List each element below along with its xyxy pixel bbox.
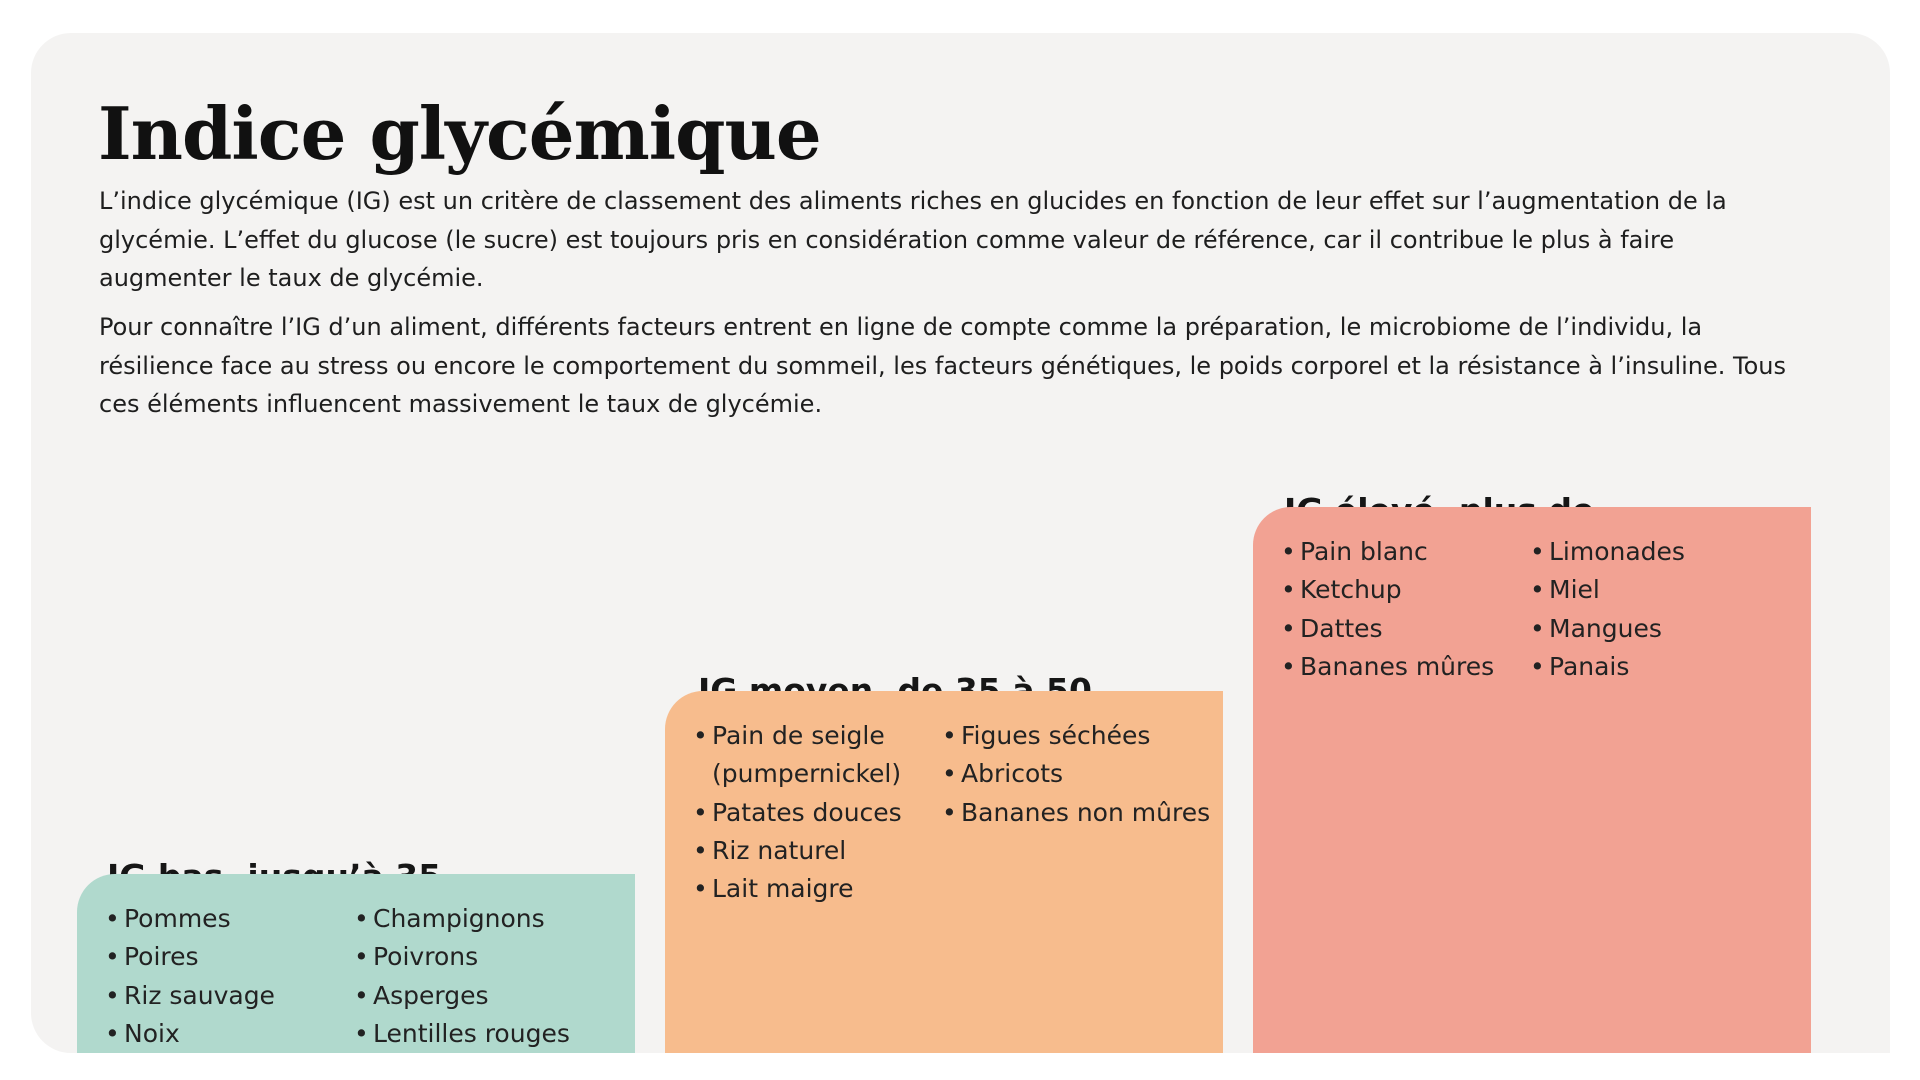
- tier-high-column-1: [1281, 533, 1530, 1053]
- food-item: • Noix: [105, 1015, 354, 1053]
- tier-low-column-2: [354, 900, 570, 1053]
- food-item: • Poivrons: [354, 938, 570, 976]
- food-item: • Lait maigre: [693, 870, 942, 908]
- food-item: • Asperges: [354, 977, 570, 1015]
- food-item: • Pain de seigle (pumpernickel): [693, 717, 942, 794]
- food-item: • Dattes: [1281, 610, 1530, 648]
- food-item: • Pommes: [105, 900, 354, 938]
- food-item: • Bananes non mûres: [942, 794, 1210, 832]
- food-item: • Ketchup: [1281, 571, 1530, 609]
- food-item: • Poires: [105, 938, 354, 976]
- tier-high-box: [1253, 507, 1811, 1053]
- tier-medium-column-1: [693, 717, 942, 1053]
- tier-medium-column-2: [942, 717, 1210, 1053]
- food-item: • Abricots: [942, 755, 1210, 793]
- food-item: • Riz sauvage: [105, 977, 354, 1015]
- food-item: • Lentilles rouges: [354, 1015, 570, 1053]
- content-card: [31, 33, 1890, 1053]
- tier-high-column-2: [1530, 533, 1685, 1053]
- intro-paragraph-1: L’indice glycémique (IG) est un critère de classement des aliments riches en glucides en fonction de leur effet sur l’augmentation de la glycémie. L’effet du glucose (le sucre) est toujours pris en considération comme valeur de référence, car il contribue le plus à faire augmenter le taux de glycémie.: [99, 187, 1727, 292]
- tier-low-box: [77, 874, 635, 1053]
- food-item: • Panais: [1530, 648, 1685, 686]
- food-item: • Pain blanc: [1281, 533, 1530, 571]
- food-item: • Bananes mûres: [1281, 648, 1530, 686]
- food-item: • Limonades: [1530, 533, 1685, 571]
- food-item: • Miel: [1530, 571, 1685, 609]
- food-item: • Figues séchées: [942, 717, 1210, 755]
- tier-medium-box: [665, 691, 1223, 1053]
- food-item: • Patates douces: [693, 794, 942, 832]
- page-title: Indice glycémique: [98, 91, 821, 176]
- intro-paragraph-2: Pour connaître l’IG d’un aliment, différents facteurs entrent en ligne de compte comme la préparation, le microbiome de l’individu, la résilience face au stress ou encore le comportement du sommeil, les facteurs génétiques, le poids corporel et la résistance à l’insuline. Tous ces éléments influencent massivement le taux de glycémie.: [99, 313, 1786, 418]
- food-item: • Mangues: [1530, 610, 1685, 648]
- food-item: • Champignons: [354, 900, 570, 938]
- tier-low-column-1: [105, 900, 354, 1053]
- food-item: • Riz naturel: [693, 832, 942, 870]
